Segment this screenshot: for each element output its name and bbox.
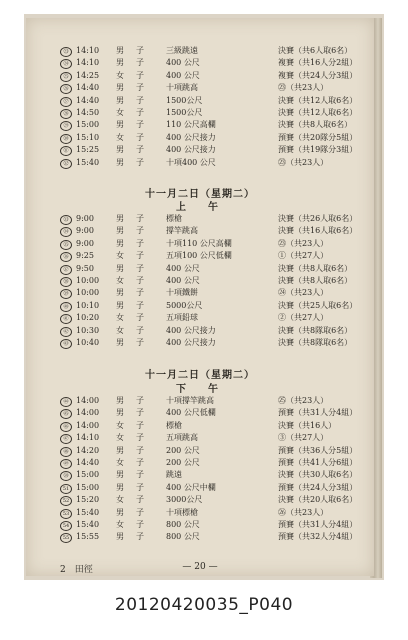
morning-label: 上 午 (176, 202, 224, 213)
date-heading-afternoon: 十一月二日（星期二） (145, 370, 255, 381)
gender-1: 男 (116, 58, 124, 68)
event-time: 15:00 (76, 482, 100, 492)
round-info: 決賽（共8隊取6名） (278, 337, 353, 347)
gender-1: 男 (116, 214, 124, 223)
gender-2: 子 (136, 107, 144, 117)
event-number: ㊴ (60, 289, 72, 299)
gender-2: 子 (136, 482, 144, 492)
event-number: 52 (60, 496, 72, 506)
gender-2: 子 (136, 238, 144, 248)
footer-section: 2 田徑 (60, 565, 93, 575)
event-name: 400 公尺 (166, 263, 200, 273)
gender-2: 子 (136, 275, 144, 285)
image-caption: 20120420035_P040 (114, 595, 294, 615)
event-name: 400 公尺接力 (166, 325, 216, 335)
round-info: 預賽（共41人分6組） (278, 457, 358, 467)
gender-1: 男 (116, 120, 124, 130)
gender-1: 女 (116, 325, 124, 335)
round-info: 預賽（共31人分4組） (278, 519, 358, 529)
gender-1: 女 (116, 107, 124, 117)
round-info: 決賽（共8人取6名） (278, 263, 353, 273)
round-info: 決賽（共25人取6名） (278, 300, 358, 310)
gender-1: 男 (116, 145, 124, 155)
gender-2: 子 (136, 445, 144, 455)
event-number: ㊿ (60, 471, 72, 481)
event-number: 53 (60, 509, 72, 519)
gender-1: 女 (116, 313, 124, 323)
event-number: ㉚ (60, 134, 72, 144)
gender-1: 男 (116, 238, 124, 248)
gender-1: 男 (116, 46, 124, 55)
round-info: 決賽（共30人取6名） (278, 470, 358, 480)
gender-1: 男 (116, 263, 124, 273)
event-number: ㊲ (60, 265, 72, 275)
gender-1: 男 (116, 445, 124, 455)
gender-1: 女 (116, 275, 124, 285)
event-name: 400 公尺接力 (166, 132, 216, 142)
event-number: ㉘ (60, 109, 72, 119)
round-info: ②（共27人） (278, 313, 329, 323)
event-number: ㉞ (60, 227, 72, 237)
event-name: 十項標槍 (166, 507, 198, 517)
round-info: 決賽（共8人取6名） (278, 275, 353, 285)
afternoon-label: 下 午 (176, 384, 224, 395)
event-time: 14:25 (76, 70, 100, 80)
round-info: ①（共27人） (278, 251, 329, 261)
event-number: ㊸ (60, 339, 72, 349)
event-number: ㉗ (60, 97, 72, 107)
event-name: 標槍 (166, 214, 182, 223)
gender-2: 子 (136, 83, 144, 93)
round-info: ㉕（共23人） (278, 396, 329, 405)
gender-2: 子 (136, 132, 144, 142)
event-name: 400 公尺 (166, 58, 200, 68)
event-time: 15:20 (76, 495, 100, 505)
event-time: 14:00 (76, 420, 100, 430)
event-number: ㉙ (60, 121, 72, 131)
gender-1: 男 (116, 288, 124, 298)
gender-1: 男 (116, 408, 124, 418)
event-number: ㊻ (60, 422, 72, 432)
event-time: 9:25 (76, 251, 94, 261)
gender-1: 女 (116, 519, 124, 529)
event-number: ㉔ (60, 59, 72, 69)
gender-2: 子 (136, 226, 144, 236)
event-number: 54 (60, 521, 72, 531)
gender-2: 子 (136, 251, 144, 261)
event-name: 五項100 公尺低欄 (166, 251, 232, 261)
round-info: 決賽（共8人取6名） (278, 120, 353, 130)
gender-1: 男 (116, 83, 124, 93)
round-info: 預賽（共24人分3組） (278, 482, 358, 492)
round-info: 決賽（共20人取6名） (278, 495, 358, 505)
event-name: 5000公尺 (166, 300, 203, 310)
event-name: 400 公尺 (166, 275, 200, 285)
round-info: 預賽（共19隊分3組） (278, 145, 358, 155)
page-number: — 20 — (182, 562, 218, 572)
event-name: 十項跳高 (166, 83, 198, 93)
event-name: 800 公尺 (166, 532, 200, 542)
gender-2: 子 (136, 313, 144, 323)
gender-1: 女 (116, 495, 124, 505)
event-name: 400 公尺低欄 (166, 408, 216, 418)
gender-1: 男 (116, 157, 124, 167)
gender-1: 男 (116, 507, 124, 517)
gender-2: 子 (136, 420, 144, 430)
round-info: ㉖（共23人） (278, 507, 329, 517)
round-info: ㉓（共23人） (278, 157, 329, 167)
gender-2: 子 (136, 70, 144, 80)
gender-2: 子 (136, 95, 144, 105)
event-time: 9:00 (76, 226, 94, 236)
event-time: 14:50 (76, 107, 100, 117)
event-time: 9:00 (76, 214, 94, 223)
event-name: 3000公尺 (166, 495, 203, 505)
gender-2: 子 (136, 58, 144, 68)
gender-1: 女 (116, 433, 124, 443)
event-name: 標槍 (166, 420, 182, 430)
gender-2: 子 (136, 495, 144, 505)
event-time: 10:30 (76, 325, 100, 335)
event-number: ㊹ (60, 397, 72, 407)
round-info: 決賽（共16人取6名） (278, 226, 358, 236)
gender-1: 男 (116, 482, 124, 492)
gender-2: 子 (136, 288, 144, 298)
event-time: 10:00 (76, 288, 100, 298)
event-time: 14:00 (76, 396, 100, 405)
round-info: ③（共27人） (278, 433, 329, 443)
event-time: 14:10 (76, 58, 100, 68)
event-number: ㊳ (60, 277, 72, 287)
round-info: 複賽（共16人分2組） (278, 58, 358, 68)
event-name: 400 公尺接力 (166, 145, 216, 155)
gender-1: 男 (116, 95, 124, 105)
event-time: 15:40 (76, 507, 100, 517)
event-time: 15:25 (76, 145, 100, 155)
gender-1: 男 (116, 396, 124, 405)
event-number: ㉜ (60, 159, 72, 169)
gender-2: 子 (136, 214, 144, 223)
event-number: ㊺ (60, 409, 72, 419)
event-time: 15:00 (76, 120, 100, 130)
event-time: 9:00 (76, 238, 94, 248)
date-heading-morning: 十一月二日（星期二） (145, 189, 255, 200)
event-time: 14:10 (76, 433, 100, 443)
event-number: ㊽ (60, 447, 72, 457)
event-name: 跳遠 (166, 470, 182, 480)
round-info: 預賽（共36人分5組） (278, 445, 358, 455)
event-time: 10:10 (76, 300, 100, 310)
event-number: ㊷ (60, 327, 72, 337)
round-info: 預賽（共32人分4組） (278, 532, 358, 542)
event-time: 14:40 (76, 457, 100, 467)
gender-2: 子 (136, 263, 144, 273)
event-time: 15:40 (76, 157, 100, 167)
gender-2: 子 (136, 457, 144, 467)
event-time: 14:40 (76, 83, 100, 93)
event-name: 十項110 公尺高欄 (166, 238, 232, 248)
document-page (26, 18, 374, 576)
event-name: 五項跳高 (166, 433, 198, 443)
round-info: 決賽（共12人取6名） (278, 107, 358, 117)
event-time: 14:40 (76, 95, 100, 105)
event-name: 十項鐵餅 (166, 288, 198, 298)
event-time: 10:00 (76, 275, 100, 285)
event-time: 15:00 (76, 470, 100, 480)
gender-1: 男 (116, 226, 124, 236)
round-info: 預賽（共31人分4組） (278, 408, 358, 418)
event-number: ㉛ (60, 146, 72, 156)
round-info: 決賽（共8隊取6名） (278, 325, 353, 335)
event-name: 800 公尺 (166, 519, 200, 529)
round-info: ㉔（共23人） (278, 288, 329, 298)
gender-2: 子 (136, 532, 144, 542)
event-time: 10:20 (76, 313, 100, 323)
event-name: 十項400 公尺 (166, 157, 216, 167)
gender-2: 子 (136, 519, 144, 529)
event-number: ㊾ (60, 459, 72, 469)
event-number: ㉝ (60, 215, 72, 225)
gender-2: 子 (136, 46, 144, 55)
event-time: 15:55 (76, 532, 100, 542)
event-number: ㉕ (60, 72, 72, 82)
event-number: ㊶ (60, 314, 72, 324)
gender-1: 男 (116, 532, 124, 542)
gender-1: 男 (116, 300, 124, 310)
event-name: 400 公尺 (166, 70, 200, 80)
gender-1: 女 (116, 251, 124, 261)
gender-2: 子 (136, 507, 144, 517)
event-name: 200 公尺 (166, 457, 200, 467)
gender-2: 子 (136, 300, 144, 310)
event-time: 9:50 (76, 263, 94, 273)
event-time: 15:10 (76, 132, 100, 142)
event-name: 五項鉛球 (166, 313, 198, 323)
event-name: 1500公尺 (166, 107, 203, 117)
event-number: 55 (60, 533, 72, 543)
round-info: ㉓（共23人） (278, 83, 329, 93)
gender-1: 男 (116, 470, 124, 480)
gender-2: 子 (136, 470, 144, 480)
event-number: ㉖ (60, 84, 72, 94)
gender-1: 女 (116, 420, 124, 430)
event-number: ㉟ (60, 240, 72, 250)
gender-1: 男 (116, 337, 124, 347)
event-time: 10:40 (76, 337, 100, 347)
gender-1: 女 (116, 457, 124, 467)
event-name: 110 公尺高欄 (166, 120, 216, 130)
round-info: 決賽（共16人） (278, 420, 337, 430)
gender-2: 子 (136, 337, 144, 347)
gender-1: 女 (116, 70, 124, 80)
event-time: 14:00 (76, 408, 100, 418)
event-number: 51 (60, 484, 72, 494)
event-name: 200 公尺 (166, 445, 200, 455)
event-name: 1500公尺 (166, 95, 203, 105)
event-name: 撐竿跳高 (166, 226, 198, 236)
gender-2: 子 (136, 396, 144, 405)
event-name: 三級跳遠 (166, 46, 198, 55)
event-time: 14:20 (76, 445, 100, 455)
event-name: 400 公尺接力 (166, 337, 216, 347)
round-info: 複賽（共24人分3組） (278, 70, 358, 80)
round-info: 決賽（共6人取6名） (278, 46, 353, 55)
round-info: 預賽（共20隊分5組） (278, 132, 358, 142)
event-number: ㊼ (60, 434, 72, 444)
round-info: ㉓（共23人） (278, 238, 329, 248)
gender-2: 子 (136, 157, 144, 167)
round-info: 決賽（共26人取6名） (278, 214, 358, 223)
event-name: 400 公尺中欄 (166, 482, 216, 492)
gender-2: 子 (136, 408, 144, 418)
event-number: ㊱ (60, 252, 72, 262)
gender-2: 子 (136, 433, 144, 443)
event-time: 15:40 (76, 519, 100, 529)
round-info: 決賽（共12人取6名） (278, 95, 358, 105)
event-number: ㉓ (60, 47, 72, 57)
event-time: 14:10 (76, 46, 100, 55)
gender-2: 子 (136, 325, 144, 335)
event-name: 十項撐竿跳高 (166, 396, 214, 405)
gender-2: 子 (136, 120, 144, 130)
event-number: ㊵ (60, 302, 72, 312)
gender-2: 子 (136, 145, 144, 155)
gender-1: 女 (116, 132, 124, 142)
